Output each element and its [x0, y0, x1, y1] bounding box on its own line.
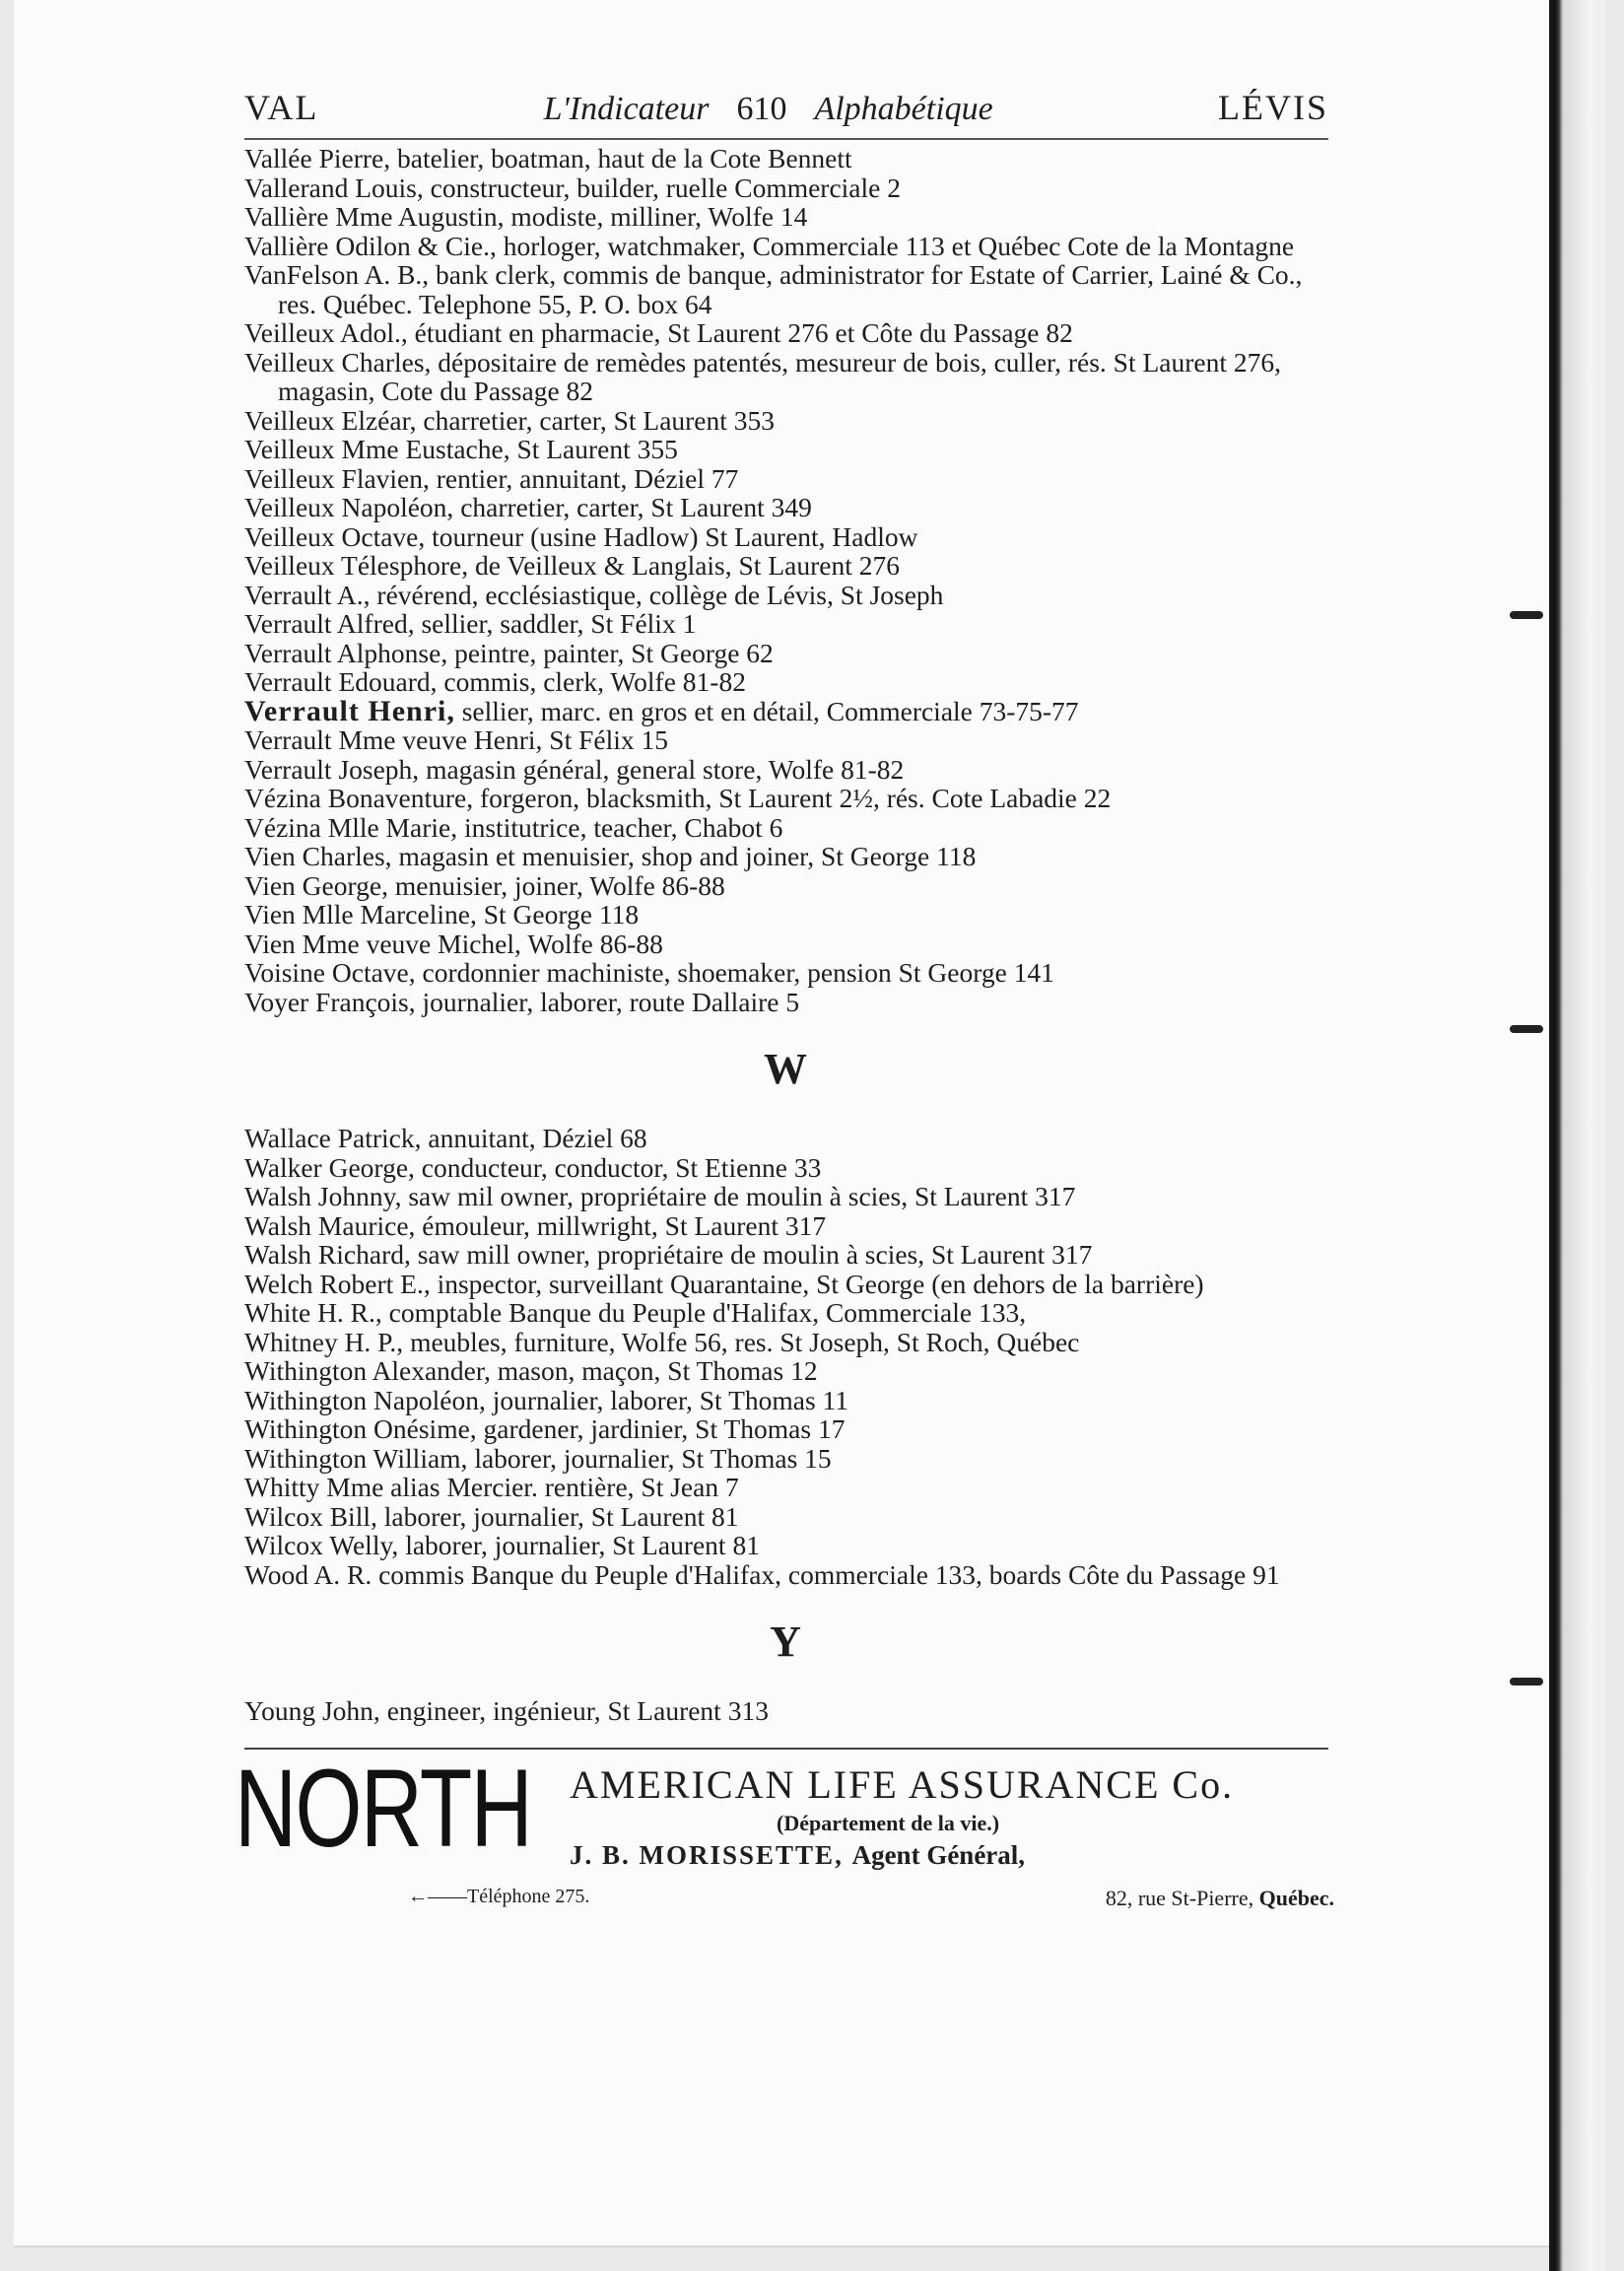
entry-detail: menuisier, joiner, Wolfe 86-88: [394, 869, 725, 901]
entry-detail: commis Banque du Peuple d'Halifax, commerciale 133, boards Côte du Passage 91: [378, 1558, 1280, 1590]
directory-entry: [244, 755, 1328, 785]
ad-department: (Département de la vie.): [777, 1810, 1000, 1835]
directory-entry: [244, 871, 1328, 901]
directory-entry: [244, 464, 1328, 494]
directory-entry: [244, 1531, 1328, 1560]
entry-name: Veilleux Elzéar,: [244, 404, 417, 436]
entry-detail: tourneur (usine Hadlow) St Laurent, Hadlow: [432, 520, 918, 552]
header-title-right: Alphabétique: [814, 91, 993, 127]
entry-detail: saw mill owner, propriétaire de moulin à scies, St Laurent 317: [417, 1239, 1093, 1270]
directory-entry: [244, 1270, 1328, 1299]
entry-detail: journalier, laborer, St Thomas 11: [492, 1384, 849, 1415]
directory-entry: [244, 173, 1328, 203]
entry-detail: St Laurent 355: [516, 434, 678, 464]
entry-detail: charretier, carter, St Laurent 353: [423, 404, 776, 436]
entry-name: Walker George,: [244, 1151, 415, 1183]
directory-entry: [244, 1414, 1328, 1444]
section-letter: W: [764, 1045, 809, 1093]
entry-name: Young John,: [244, 1695, 380, 1726]
entry-detail: mason, maçon, St Thomas 12: [497, 1355, 818, 1386]
entry-name: Wallace Patrick,: [244, 1123, 422, 1153]
entry-detail: charretier, carter, St Laurent 349: [460, 492, 812, 522]
book-binding: [1549, 0, 1606, 2271]
entry-detail: émouleur, millwright, St Laurent 317: [422, 1209, 827, 1241]
ad-address: [1106, 1886, 1334, 1911]
entry-name: Whitty Mme alias Mercier.: [244, 1472, 538, 1502]
ad-company-name: AMERICAN LIFE ASSURANCE Co.: [570, 1761, 1235, 1807]
entry-name: Veilleux Napoléon,: [244, 492, 454, 522]
ad-agent-name: J. B. MORISSETTE,: [570, 1839, 844, 1870]
directory-entry: [244, 1211, 1328, 1241]
page-header: [244, 87, 1328, 140]
entry-list: [244, 1124, 1328, 1589]
ad-agent-line: [570, 1840, 1025, 1871]
entry-detail: saw mil owner, propriétaire de moulin à scies, St Laurent 317: [408, 1181, 1076, 1211]
directory-entry: [244, 1240, 1328, 1270]
binding-stitch: [1510, 1678, 1543, 1686]
binding-stitch: [1510, 1025, 1543, 1033]
entry-name: Veilleux Octave,: [244, 520, 426, 552]
entry-name: Veilleux Adol.,: [244, 317, 408, 348]
directory-entry: [244, 988, 1328, 1017]
entry-name: Vézina Mlle Marie,: [244, 811, 458, 843]
entry-detail: étudiant en pharmacie, St Laurent 276 et Côte du Passage 82: [414, 317, 1073, 348]
entry-detail: inspector, surveillant Quarantaine, St George (en dehors de la barrière): [437, 1268, 1204, 1299]
entry-detail: laborer, journalier, St Laurent 81: [405, 1530, 760, 1560]
entry-detail: modiste, milliner, Wolfe 14: [510, 201, 808, 232]
directory-entry: [244, 1386, 1328, 1415]
directory-entry: [244, 1696, 1328, 1726]
entry-name: Wilcox Bill,: [244, 1500, 377, 1532]
entry-name: Withington Alexander,: [244, 1355, 491, 1386]
entry-detail: magasin et menuisier, shop and joiner, St George 118: [398, 841, 977, 871]
entry-name: Wood A. R.: [244, 1558, 372, 1590]
entry-name: Verrault A.,: [244, 579, 371, 610]
entry-detail: peintre, painter, St George 62: [454, 637, 774, 668]
entry-name: Vallée Pierre,: [244, 143, 391, 173]
directory-entry: [244, 694, 1328, 727]
entry-detail: meubles, furniture, Wolfe 56, res. St Joseph, St Roch, Québec: [410, 1326, 1080, 1357]
directory-entry: [244, 1153, 1328, 1183]
directory-sections: [244, 144, 1328, 1726]
directory-entry: [244, 1182, 1328, 1211]
entry-name: Vallière Mme Augustin,: [244, 201, 505, 232]
entry-name: White H. R.,: [244, 1297, 382, 1328]
entry-name: Veilleux Flavien,: [244, 462, 430, 494]
entry-detail: St George 118: [483, 899, 640, 929]
entry-name: Wilcox Welly,: [244, 1530, 399, 1560]
directory-entry: [244, 1502, 1328, 1532]
entry-detail: batelier, boatman, haut de la Cote Bennett: [397, 143, 852, 173]
directory-entry: [244, 348, 1328, 406]
entry-name: Walsh Johnny,: [244, 1181, 402, 1211]
entry-name: Vien Mme veuve Michel,: [244, 928, 521, 959]
directory-entry: [244, 929, 1328, 959]
entry-detail: constructeur, builder, ruelle Commerciale 2: [430, 172, 901, 203]
directory-entry: [244, 1473, 1328, 1502]
entry-name: Veilleux Télesphore,: [244, 550, 469, 581]
directory-entry: [244, 725, 1328, 755]
entry-name: Verrault Alfred,: [244, 608, 415, 639]
entry-name: Voyer François,: [244, 986, 416, 1017]
entry-name: Vallerand Louis,: [244, 172, 424, 203]
entry-detail: rentier, annuitant, Déziel 77: [436, 462, 739, 494]
ad-big-word: NORTH: [235, 1746, 532, 1870]
directory-entry: [244, 784, 1328, 813]
entry-detail: laborer, journalier, St Laurent 81: [383, 1500, 739, 1532]
entry-name: Verrault Henri,: [244, 694, 455, 727]
directory-entry: [244, 1124, 1328, 1153]
entry-name: Verrault Edouard,: [244, 666, 438, 697]
entry-detail: révérend, ecclésiastique, collège de Lévis, St Joseph: [376, 579, 944, 610]
directory-entry: [244, 232, 1328, 261]
entry-list: [244, 1696, 1328, 1726]
directory-entry: [244, 1356, 1328, 1386]
entry-name: Withington William,: [244, 1442, 468, 1474]
entry-detail: comptable Banque du Peuple d'Halifax, Commerciale 133,: [388, 1297, 1027, 1328]
entry-detail: laborer, journalier, St Thomas 15: [474, 1442, 832, 1474]
entry-detail: Wolfe 86-88: [527, 928, 663, 959]
entry-name: Withington Napoléon,: [244, 1384, 486, 1415]
entry-name: Welch Robert E.,: [244, 1268, 431, 1299]
directory-entry: [244, 1560, 1328, 1590]
ad-address-street: 82, rue St-Pierre,: [1105, 1885, 1254, 1910]
entry-list: [244, 144, 1328, 1016]
entry-name: Verrault Alphonse,: [244, 637, 448, 668]
header-title-left: L'Indicateur: [543, 91, 710, 127]
directory-entry: [244, 551, 1328, 581]
directory-entry: [244, 958, 1328, 988]
entry-detail: gardener, jardinier, St Thomas 17: [483, 1413, 846, 1444]
entry-name: Vien Mlle Marceline,: [244, 899, 477, 929]
directory-entry: [244, 1328, 1328, 1357]
entry-detail: dépositaire de remèdes patentés, mesureur de bois, culler, rés. St Laurent 276, magasin, Cote du Passage 82: [278, 346, 1281, 406]
directory-entry: [244, 609, 1328, 639]
entry-name: Walsh Richard,: [244, 1239, 411, 1270]
directory-entry: [244, 667, 1328, 697]
entry-name: Whitney H. P.,: [244, 1326, 404, 1357]
entry-detail: bank clerk, commis de banque, administrator for Estate of Carrier, Lainé & Co., res. Québec. Telephone 55, P. O. box 64: [278, 259, 1303, 319]
header-left-word: VAL: [244, 88, 319, 127]
directory-entry: [244, 260, 1328, 318]
entry-name: Vien Charles,: [244, 841, 392, 871]
ad-address-city: Québec.: [1258, 1885, 1334, 1910]
entry-detail: rentière, St Jean 7: [544, 1472, 739, 1502]
entry-detail: cordonnier machiniste, shoemaker, pension St George 141: [422, 957, 1054, 988]
directory-entry: [244, 406, 1328, 436]
directory-entry: [244, 144, 1328, 173]
entry-detail: engineer, ingénieur, St Laurent 313: [386, 1695, 769, 1726]
entry-detail: sellier, marc. en gros et en détail, Commerciale 73-75-77: [461, 695, 1079, 726]
entry-name: Veilleux Charles,: [244, 346, 432, 378]
directory-entry: [244, 813, 1328, 843]
directory-entry: [244, 842, 1328, 871]
directory-entry: [244, 639, 1328, 668]
ad-agent-title: Agent Général,: [851, 1839, 1026, 1870]
directory-entry: [244, 900, 1328, 929]
entry-detail: St Félix 15: [549, 724, 668, 755]
entry-detail: magasin général, general store, Wolfe 81-82: [426, 753, 905, 785]
directory-entry: [244, 1444, 1328, 1474]
entry-detail: conducteur, conductor, St Etienne 33: [421, 1151, 822, 1183]
entry-detail: commis, clerk, Wolfe 81-82: [443, 666, 746, 697]
entry-detail: annuitant, Déziel 68: [428, 1123, 647, 1153]
directory-entry: [244, 318, 1328, 348]
entry-detail: horloger, watchmaker, Commerciale 113 et Québec Cote de la Montagne: [503, 230, 1295, 261]
header-center: [544, 91, 993, 128]
entry-detail: forgeron, blacksmith, St Laurent 2½, rés. Cote Labadie 22: [480, 783, 1112, 813]
directory-entry: [244, 581, 1328, 610]
entry-name: Vézina Bonaventure,: [244, 783, 474, 813]
entry-name: Voisine Octave,: [244, 957, 416, 988]
entry-name: Vallière Odilon & Cie.,: [244, 230, 497, 261]
directory-entry: [244, 1298, 1328, 1328]
entry-detail: journalier, laborer, route Dallaire 5: [422, 986, 800, 1017]
entry-name: Verrault Mme veuve Henri,: [244, 724, 543, 755]
entry-detail: institutrice, teacher, Chabot 6: [463, 811, 783, 843]
entry-name: Withington Onésime,: [244, 1413, 477, 1444]
binding-stitch: [1510, 611, 1543, 619]
directory-entry: [244, 493, 1328, 522]
directory-entry: [244, 522, 1328, 552]
entry-name: VanFelson A. B.,: [244, 259, 430, 290]
section-letter: Y: [770, 1617, 803, 1666]
entry-detail: de Veilleux & Langlais, St Laurent 276: [474, 550, 900, 581]
entry-name: Walsh Maurice,: [244, 1209, 416, 1241]
header-right-word: LÉVIS: [1218, 88, 1328, 127]
page-number: 610: [736, 91, 787, 127]
entry-name: Verrault Joseph,: [244, 753, 420, 785]
entry-detail: sellier, saddler, St Félix 1: [421, 608, 697, 639]
entry-name: Vien George,: [244, 869, 388, 901]
ad-telephone: ←——Téléphone 275.: [408, 1885, 590, 1907]
directory-entry: [244, 435, 1328, 464]
directory-entry: [244, 202, 1328, 232]
directory-page: [235, 87, 1334, 1910]
entry-name: Veilleux Mme Eustache,: [244, 434, 510, 464]
advertisement: [235, 1746, 1334, 1910]
